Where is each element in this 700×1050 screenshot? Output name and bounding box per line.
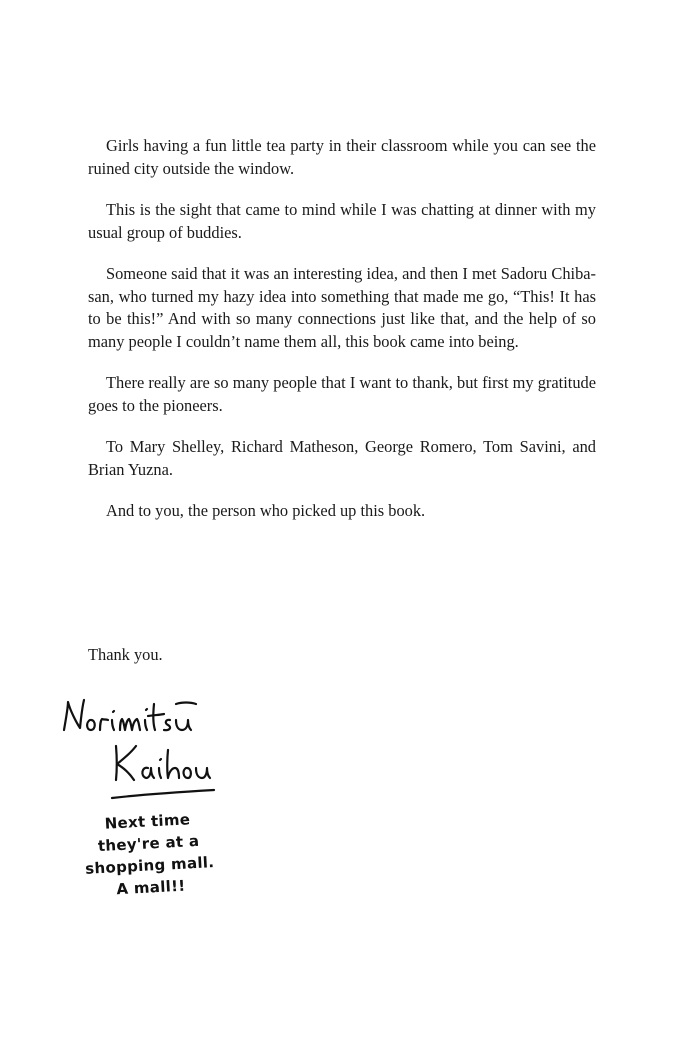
handwritten-note <box>62 806 236 903</box>
paragraph-1: Girls having a fun little tea party in their classroom while you can see the ruined city outside the window. <box>88 136 596 178</box>
note-line-3: shopping mall. <box>84 853 215 878</box>
paragraph-4: There really are so many people that I want to thank, but first my gratitude goes to the pioneers. <box>88 373 596 415</box>
paragraph-5: To Mary Shelley, Richard Matheson, George Romero, Tom Savini, and Brian Yuzna. <box>88 437 596 479</box>
note-line-2: they're at a <box>97 831 200 856</box>
author-signature <box>56 688 226 808</box>
paragraph-3: Someone said that it was an interesting idea, and then I met Sadoru Chiba-san, who turned my hazy idea into something that made me go, “This! It has to be this!” And with so many connections just like that, and the help of so many people I couldn’t name them all, this book came into being. <box>88 264 596 351</box>
note-line-1: Next time <box>104 810 191 833</box>
paragraph-2: This is the sight that came to mind while I was chatting at dinner with my usual group of buddies. <box>88 200 596 242</box>
closing-text: Thank you. <box>88 645 163 664</box>
afterword-body <box>88 135 596 542</box>
paragraph-6: And to you, the person who picked up this book. <box>106 501 426 520</box>
signature-image <box>56 688 226 808</box>
note-line-4: A mall!! <box>116 876 186 899</box>
